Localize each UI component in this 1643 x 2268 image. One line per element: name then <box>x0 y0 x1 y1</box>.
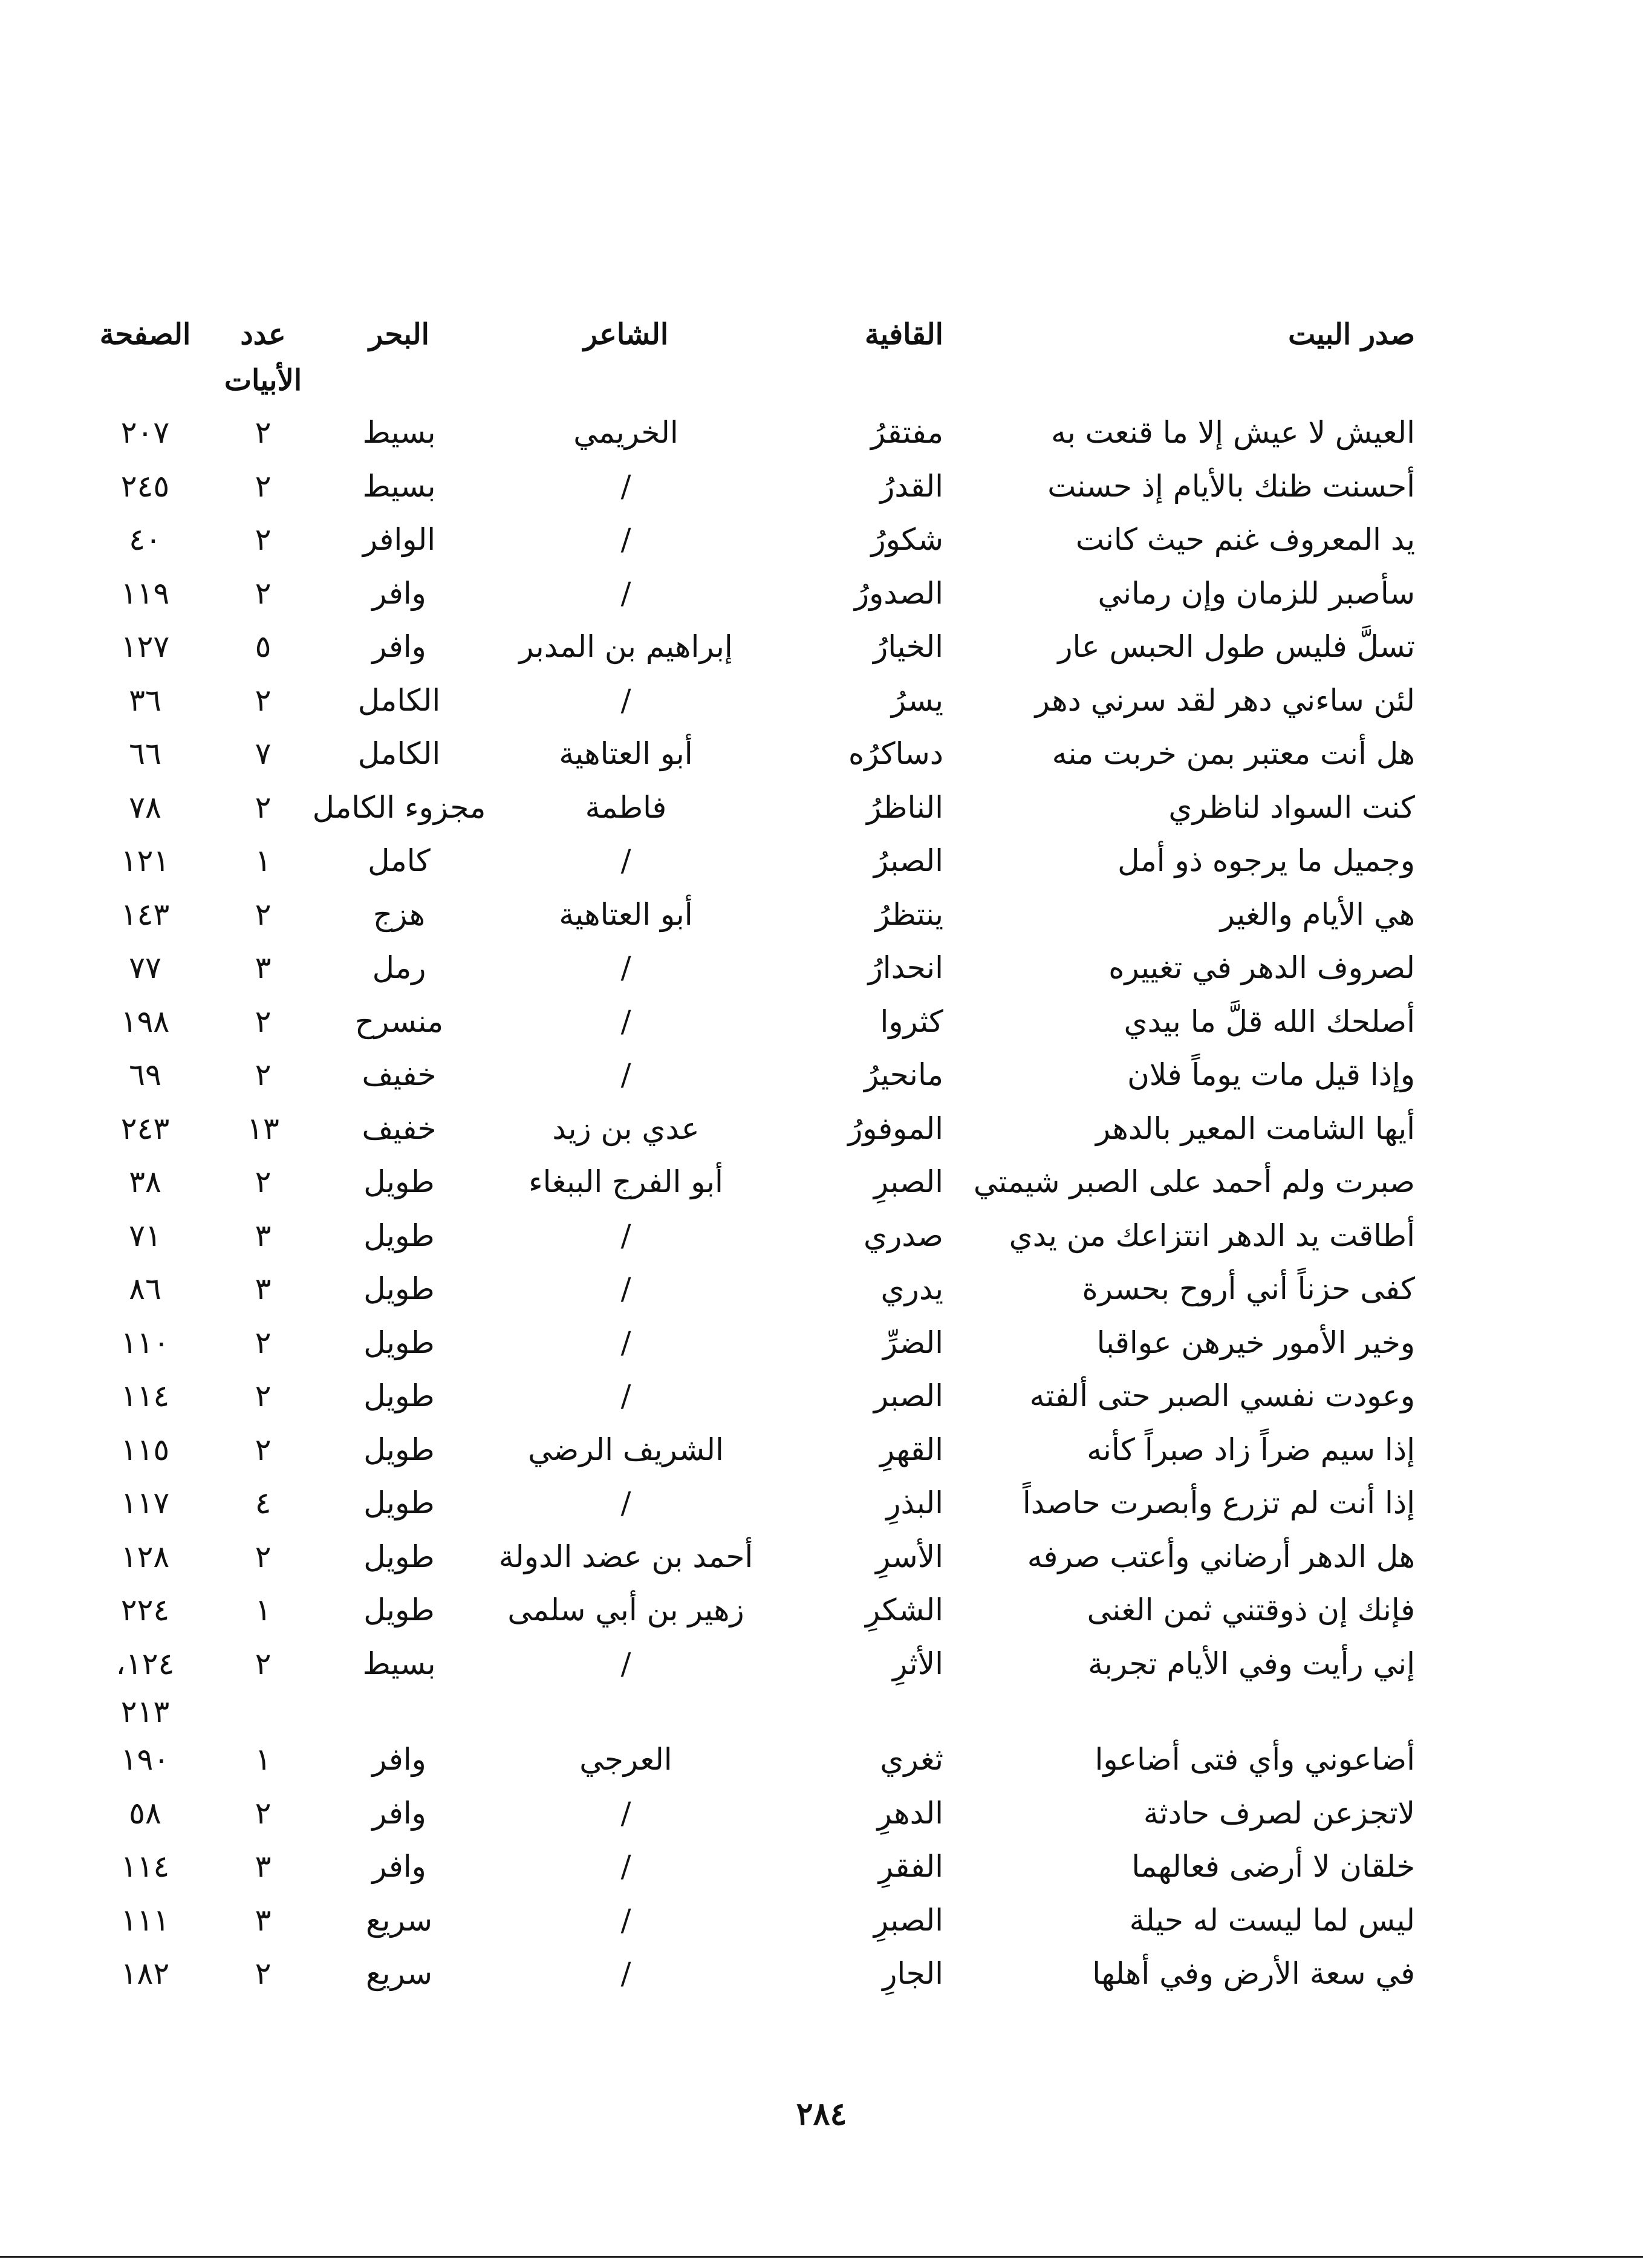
cell-verse <box>943 1690 1427 1733</box>
table-row <box>73 1530 1427 1584</box>
cell-page: ٣٦ <box>129 682 161 718</box>
cell-poet: / <box>620 1485 631 1521</box>
cell-verse: صبرت ولم أحمد على الصبر شيمتي <box>973 1164 1415 1200</box>
cell-meter: طويل <box>363 1485 435 1521</box>
cell-meter: سريع <box>365 1902 432 1938</box>
cell-verse: أيها الشامت المعير بالدهر <box>1095 1110 1415 1146</box>
table-row <box>73 1733 1427 1787</box>
cell-verse: لئن ساءني دهر لقد سرني دهر <box>1035 682 1415 718</box>
cell-rhyme: الخيارُ <box>873 629 943 665</box>
cell-count: ٥ <box>255 629 272 665</box>
table-row <box>73 941 1427 995</box>
cell-meter: وافر <box>372 1849 426 1885</box>
cell-poet: الشريف الرضي <box>528 1432 724 1467</box>
cell-meter: طويل <box>363 1432 435 1467</box>
cell-verse: إذا سيم ضراً زاد صبراً كأنه <box>1087 1432 1415 1467</box>
cell-poet: / <box>620 522 631 558</box>
cell-page: ٢٢٤ <box>120 1592 170 1628</box>
table-row <box>73 1637 1427 1691</box>
cell-count: ٢ <box>255 1432 272 1467</box>
cell-page: ١١٧ <box>120 1485 170 1521</box>
cell-meter: وافر <box>372 1795 426 1831</box>
cell-count: ٢ <box>255 1378 272 1414</box>
cell-rhyme <box>762 1690 943 1733</box>
cell-rhyme: كثروا <box>880 1003 943 1039</box>
table-body <box>73 406 1427 2001</box>
table-row <box>73 406 1427 460</box>
cell-verse: وخير الأمور خيرهن عواقبا <box>1096 1325 1415 1360</box>
cell-verse: كفى حزناً أني أروح بحسرة <box>1082 1271 1415 1307</box>
cell-rhyme: الأثرِ <box>893 1646 943 1681</box>
table-row <box>73 995 1427 1049</box>
cell-verse: وعودت نفسي الصبر حتى ألفته <box>1029 1378 1415 1414</box>
cell-meter: طويل <box>363 1164 435 1200</box>
table-row <box>73 513 1427 567</box>
cell-poet: / <box>620 1325 631 1360</box>
cell-count: ٢ <box>255 789 272 825</box>
cell-meter: وافر <box>372 1742 426 1778</box>
table-row <box>73 1155 1427 1209</box>
cell-page: ٧٨ <box>129 789 161 825</box>
cell-poet: / <box>620 950 631 986</box>
header-poet-sub <box>490 363 762 406</box>
table-row <box>73 1583 1427 1637</box>
cell-verse: هل الدهر أرضاني وأعتب صرفه <box>1027 1539 1415 1574</box>
cell-count: ٣ <box>255 1271 272 1307</box>
cell-verse: أحسنت ظنك بالأيام إذ حسنت <box>1047 468 1415 504</box>
cell-verse: في سعة الأرض وفي أهلها <box>1092 1956 1415 1992</box>
cell-poet: / <box>620 1646 631 1681</box>
verse-index-table <box>73 305 1427 2001</box>
cell-page: ١١٤ <box>120 1378 170 1414</box>
cell-rhyme: الفقرِ <box>878 1849 943 1885</box>
cell-page: ٨٦ <box>129 1271 161 1307</box>
cell-meter: طويل <box>363 1539 435 1574</box>
cell-page: ٧١ <box>129 1217 161 1253</box>
cell-count: ٢ <box>255 1057 272 1093</box>
cell-meter: الكامل <box>357 682 441 718</box>
cell-poet: فاطمة <box>585 789 667 825</box>
table-row <box>73 1840 1427 1894</box>
cell-meter: طويل <box>363 1271 435 1307</box>
table-row <box>73 1947 1427 2001</box>
cell-rhyme: الدهرِ <box>877 1795 943 1831</box>
table-row <box>73 888 1427 942</box>
cell-verse: العيش لا عيش إلا ما قنعت به <box>1051 415 1415 451</box>
cell-page: ٢٠٧ <box>120 415 170 451</box>
cell-meter: بسيط <box>362 1646 436 1681</box>
table-row <box>73 460 1427 513</box>
cell-verse: فإنك إن ذوقتني ثمن الغنى <box>1087 1592 1415 1628</box>
cell-rhyme: مانحيرُ <box>864 1057 943 1093</box>
table-row <box>73 1048 1427 1102</box>
cell-poet: / <box>620 1271 631 1307</box>
cell-meter: طويل <box>363 1217 435 1253</box>
table-row <box>73 1369 1427 1423</box>
cell-rhyme: الموفورُ <box>848 1110 943 1146</box>
cell-poet: / <box>620 1003 631 1039</box>
cell-count: ٣ <box>255 1217 272 1253</box>
cell-poet: إبراهيم بن المدبر <box>519 629 733 665</box>
cell-page: ٦٦ <box>129 736 161 772</box>
cell-rhyme: صدري <box>864 1217 943 1253</box>
cell-rhyme: مفتقرُ <box>870 415 943 451</box>
cell-poet: العرجي <box>579 1742 672 1778</box>
header-count-sub: الأبيات <box>224 363 302 397</box>
header-rhyme-sub <box>762 363 943 406</box>
cell-rhyme: الصبر <box>873 1378 943 1414</box>
cell-poet: / <box>620 1378 631 1414</box>
header-subrow <box>73 363 1427 406</box>
cell-meter: خفيف <box>362 1110 437 1146</box>
cell-verse: تسلَّ فليس طول الحبس عار <box>1058 629 1415 665</box>
cell-page: ١١٤ <box>120 1849 170 1885</box>
cell-rhyme: الصدورُ <box>854 575 943 611</box>
cell-poet: زهير بن أبي سلمى <box>507 1592 744 1628</box>
cell-count: ٢ <box>255 522 272 558</box>
cell-page: ١١٠ <box>120 1325 170 1360</box>
header-count: عدد <box>240 318 286 351</box>
cell-count: ٢ <box>255 896 272 932</box>
cell-meter: وافر <box>372 629 426 665</box>
table-row <box>73 674 1427 728</box>
cell-poet: أبو العتاهية <box>559 896 693 932</box>
table-row <box>73 620 1427 674</box>
cell-meter: وافر <box>372 575 426 611</box>
cell-meter: بسيط <box>362 468 436 504</box>
cell-verse: كنت السواد لناظري <box>1168 789 1415 825</box>
cell-count: ٢ <box>255 415 272 451</box>
cell-meter: طويل <box>363 1378 435 1414</box>
cell-page: ١٤٣ <box>120 896 170 932</box>
cell-page: ٢٤٣ <box>120 1110 170 1146</box>
cell-rhyme: الناظرُ <box>867 789 943 825</box>
header-meter-sub <box>308 363 490 406</box>
cell-rhyme: دساكرُه <box>848 736 943 772</box>
cell-rhyme: الصبرِ <box>873 1164 943 1200</box>
cell-poet: أبو الفرج الببغاء <box>529 1164 723 1200</box>
table-row <box>73 1209 1427 1263</box>
cell-verse: لصروف الدهر في تغييره <box>1108 950 1415 986</box>
table-row <box>73 781 1427 835</box>
cell-rhyme: يدري <box>880 1271 943 1307</box>
header-poet: الشاعر <box>583 318 669 351</box>
cell-verse: خلقان لا أرضى فعالهما <box>1131 1849 1415 1885</box>
cell-count: ١ <box>255 843 272 879</box>
cell-count: ٢ <box>255 1646 272 1681</box>
cell-count: ٢ <box>255 1956 272 1992</box>
cell-rhyme: البذرِ <box>886 1485 943 1521</box>
cell-count: ٢ <box>255 1795 272 1831</box>
cell-rhyme: انحدارُ <box>868 950 943 986</box>
cell-meter: هزج <box>373 896 426 932</box>
header-page-sub <box>73 363 218 406</box>
cell-poet: / <box>620 1795 631 1831</box>
cell-count: ٢ <box>255 1539 272 1574</box>
header-meter: البحر <box>369 318 429 351</box>
header-row <box>73 305 1427 363</box>
cell-verse: لاتجزعن لصرف حادثة <box>1143 1795 1415 1831</box>
page-number: ٢٨٤ <box>796 2096 847 2133</box>
cell-page: ١٩٠ <box>120 1742 170 1778</box>
cell-rhyme: الضرِّ <box>882 1325 943 1360</box>
table-row <box>73 1316 1427 1370</box>
cell-rhyme: ثغري <box>880 1742 943 1778</box>
cell-page: ٣٨ <box>129 1164 161 1200</box>
cell-verse: أصلحك الله قلَّ ما بيدي <box>1124 1003 1415 1039</box>
cell-poet: / <box>620 468 631 504</box>
table-row <box>73 567 1427 621</box>
cell-count: ٣ <box>255 950 272 986</box>
cell-page: ١٩٨ <box>120 1003 170 1039</box>
table-row <box>73 1787 1427 1840</box>
cell-count: ١ <box>255 1742 272 1778</box>
cell-poet: / <box>620 843 631 879</box>
cell-verse: وإذا قيل مات يوماً فلان <box>1127 1057 1415 1093</box>
cell-verse: يد المعروف غنم حيث كانت <box>1075 522 1415 558</box>
cell-rhyme: القدرُ <box>880 468 943 504</box>
cell-page: ٧٧ <box>129 950 161 986</box>
cell-verse: هل أنت معتبر بمن خربت منه <box>1052 736 1415 772</box>
cell-meter: طويل <box>363 1592 435 1628</box>
cell-meter: منسرح <box>354 1003 444 1039</box>
table-row <box>73 1894 1427 1947</box>
cell-page: ٢٤٥ <box>120 468 170 504</box>
cell-page: ١١١ <box>120 1902 170 1938</box>
cell-rhyme: الصبرِ <box>873 1902 943 1938</box>
cell-count: ٢ <box>255 468 272 504</box>
cell-meter: الكامل <box>357 736 441 772</box>
cell-page: ١٨٢ <box>120 1956 170 1992</box>
cell-rhyme: الجارِ <box>882 1956 943 1992</box>
cell-poet: / <box>620 1217 631 1253</box>
cell-count: ٢ <box>255 1164 272 1200</box>
cell-meter: سريع <box>365 1956 432 1992</box>
cell-meter: الوافر <box>362 522 436 558</box>
cell-verse: إذا أنت لم تزرع وأبصرت حاصداً <box>1022 1485 1415 1521</box>
table-row <box>73 1690 1427 1733</box>
table-row <box>73 727 1427 781</box>
cell-verse: أطاقت يد الدهر انتزاعك من يدي <box>1009 1217 1415 1253</box>
cell-count: ٤ <box>255 1485 272 1521</box>
cell-page: ٦٩ <box>129 1057 161 1093</box>
cell-count: ١ <box>255 1592 272 1628</box>
cell-poet: الخريمي <box>573 415 678 451</box>
table-row <box>73 1102 1427 1156</box>
cell-count: ٧ <box>255 736 272 772</box>
cell-rhyme: الأسرِ <box>876 1539 943 1574</box>
cell-meter: مجزوء الكامل <box>312 789 486 825</box>
cell-count: ٢ <box>255 1325 272 1360</box>
cell-count: ٢ <box>255 682 272 718</box>
cell-page: ١٢١ <box>120 843 170 879</box>
cell-meter: رمل <box>372 950 426 986</box>
cell-page: ١٢٧ <box>120 629 170 665</box>
table-row <box>73 1262 1427 1316</box>
cell-verse: أضاعوني وأي فتى أضاعوا <box>1095 1742 1415 1778</box>
cell-poet: / <box>620 1849 631 1885</box>
cell-poet: / <box>620 1902 631 1938</box>
cell-count: ٣ <box>255 1849 272 1885</box>
cell-page: ١٢٤، <box>115 1646 175 1681</box>
cell-page: ٢١٣ <box>120 1694 170 1729</box>
cell-rhyme: ينتظرُ <box>875 896 943 932</box>
cell-poet: / <box>620 575 631 611</box>
cell-meter: كامل <box>368 843 431 879</box>
table-row <box>73 1476 1427 1530</box>
cell-verse: ليس لما ليست له حيلة <box>1129 1902 1415 1938</box>
header-page: الصفحة <box>99 318 191 351</box>
cell-poet: / <box>620 1956 631 1992</box>
cell-poet: عدي بن زيد <box>552 1110 700 1146</box>
cell-rhyme: الشكرِ <box>865 1592 943 1628</box>
cell-count: ٢ <box>255 1003 272 1039</box>
header-verse-sub <box>943 363 1427 406</box>
cell-poet: أبو العتاهية <box>559 736 693 772</box>
cell-meter: بسيط <box>362 415 436 451</box>
cell-count <box>218 1690 308 1733</box>
cell-rhyme: شكورُ <box>871 522 943 558</box>
cell-poet: / <box>620 1057 631 1093</box>
cell-poet: / <box>620 682 631 718</box>
cell-meter <box>308 1690 490 1733</box>
cell-verse: وجميل ما يرجوه ذو أمل <box>1118 843 1415 879</box>
cell-count: ٢ <box>255 575 272 611</box>
cell-page: ٤٠ <box>129 522 161 558</box>
table-row <box>73 1423 1427 1477</box>
table-header <box>73 305 1427 406</box>
cell-verse: سأصبر للزمان وإن رماني <box>1098 575 1415 611</box>
cell-meter: طويل <box>363 1325 435 1360</box>
header-rhyme: القافية <box>864 318 943 351</box>
table-row <box>73 834 1427 888</box>
cell-rhyme: القهرِ <box>879 1432 943 1467</box>
cell-verse: هي الأيام والغير <box>1220 896 1415 932</box>
cell-rhyme: يسرُ <box>891 682 943 718</box>
cell-meter: خفيف <box>362 1057 437 1093</box>
cell-poet: أحمد بن عضد الدولة <box>498 1539 753 1574</box>
cell-count: ١٣ <box>247 1110 279 1146</box>
cell-page: ١١٩ <box>120 575 170 611</box>
cell-rhyme: الصبرُ <box>873 843 943 879</box>
cell-page: ٥٨ <box>129 1795 161 1831</box>
cell-page: ١٢٨ <box>120 1539 170 1574</box>
cell-count: ٣ <box>255 1902 272 1938</box>
cell-page: ١١٥ <box>120 1432 170 1467</box>
bottom-rule <box>0 2256 1643 2258</box>
cell-verse: إني رأيت وفي الأيام تجربة <box>1088 1646 1415 1681</box>
header-verse: صدر البيت <box>1288 318 1415 351</box>
cell-poet <box>490 1690 762 1733</box>
